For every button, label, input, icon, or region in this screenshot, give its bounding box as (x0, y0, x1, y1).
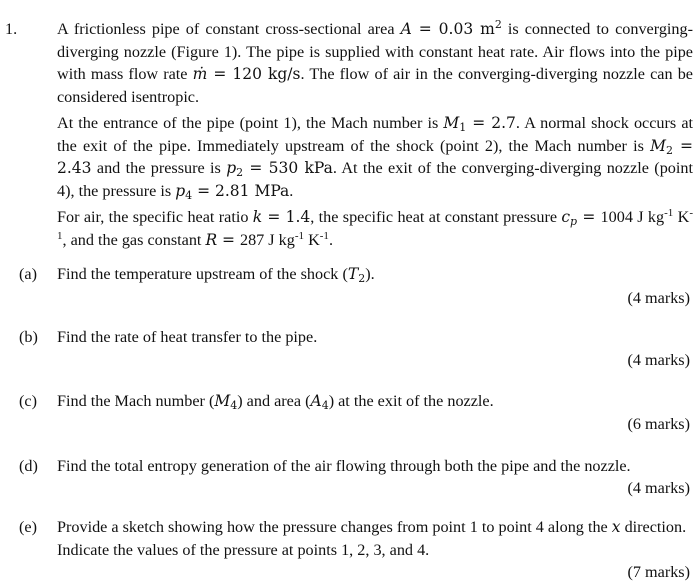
part-a-text: Find the temperature upstream of the shock $(T_2)$. (57, 265, 375, 285)
intro-paragraph-2: At the entrance of the pipe (point 1), the Mach number is $M_1 = 2.7$. A normal shock occurs at the exit of the pipe. Immediately upstream of the shock (point 2), the Mach number is $M_2 = 2.43$ and the pressure is $p_2 = 530$ kPa. At the exit of the converging-diverging nozzle (point 4), the pressure is $p_4 = 2.81$ MPa. (57, 114, 694, 202)
part-a-label: (a) (19, 265, 37, 283)
part-b-label: (b) (19, 328, 38, 346)
intro-paragraph-3: For air, the specific heat ratio k = 1.4, the specific heat at constant pressure $c_p = 1004$ J $kg^{-1}$ $K^{-1}$, and the gas constant R = 287 J $kg^{-1}$ $K^{-1}$. (57, 207, 693, 249)
part-c-label: (c) (19, 392, 37, 410)
part-c-text: Find the Mach number $(M_4)$ and area $(A_4)$ at the exit of the nozzle. (57, 392, 494, 412)
part-d-text: Find the total entropy generation of the air flowing through both the pipe and the nozzle. (57, 457, 631, 475)
intro-paragraph-1: A frictionless pipe of constant cross-sectional area A = 0.03 $m^2$ is connected to converging-diverging nozzle (Figure 1). The pipe is supplied with constant heat rate. Air flows into the pipe with mass flow rate ṁ = 120 kg/s. The flow of air in the converging-diverging nozzle can be considered isentropic. (57, 18, 693, 106)
question-number: 1. (5, 20, 18, 38)
part-b-marks: (4 marks) (627, 351, 690, 369)
part-c-marks: (6 marks) (627, 415, 690, 433)
part-e-marks: (7 marks) (627, 563, 690, 581)
part-e-text: Provide a sketch showing how the pressure changes from point 1 to point 4 along the x direction. Indicate the values of the pressure at points 1, 2, 3, and 4. (57, 518, 687, 559)
part-d-label: (d) (19, 457, 38, 475)
part-e-label: (e) (19, 518, 37, 536)
part-b-text: Find the rate of heat transfer to the pipe. (57, 328, 318, 346)
part-d-marks: (4 marks) (627, 479, 690, 497)
part-a-marks: (4 marks) (627, 289, 690, 307)
